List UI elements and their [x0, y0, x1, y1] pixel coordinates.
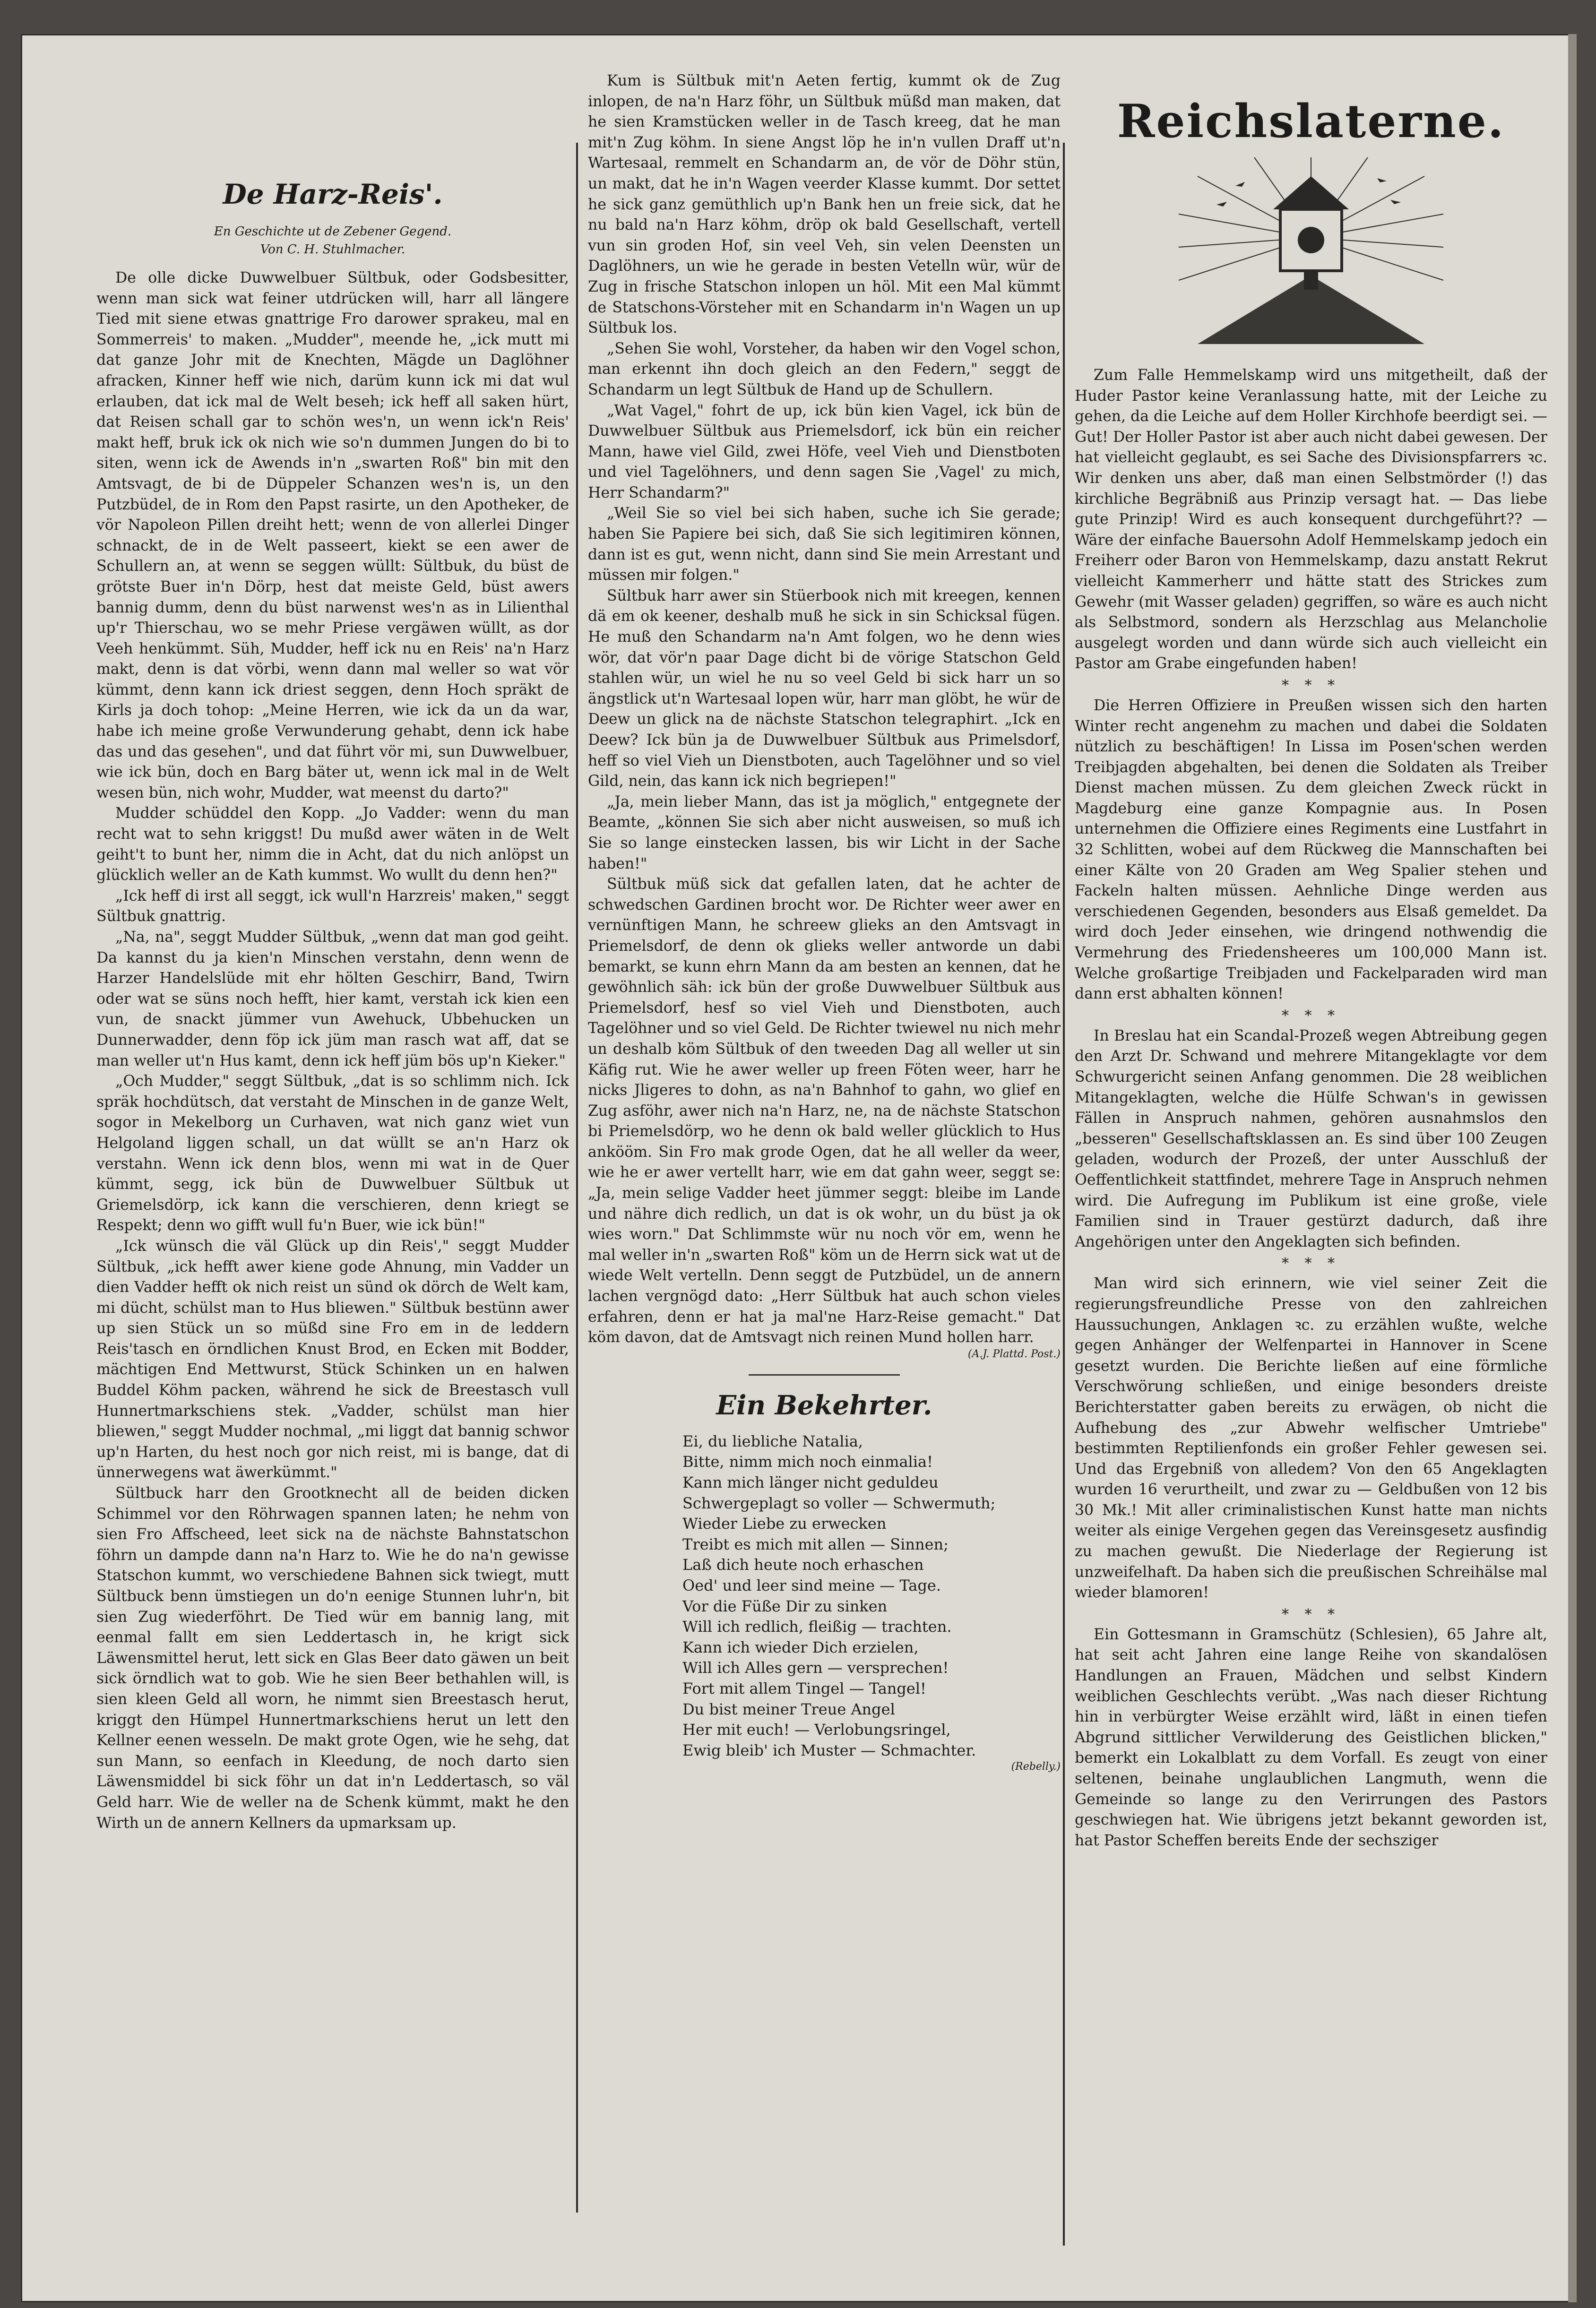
paragraph: Kum is Sültbuk mit'n Aeten fertig, kummt ok de Zug inlopen, de na'n Harz föhr, un Sültbuk müßd man maken, dat he sien Kramstücken weller in de Tasch kreeg, dat he man mit'n Zug köhm. In siene Angst löp he in'n vullen Draff ut'n Wartesaal, remmelt en Schandarm an, de vör de Döhr stün, un makt, dat he in'n Wagen veerder Klasse kummt. Dor settet he sick ganz gemüthlich up'n Bank hen un freie sick, dat he nu bald na'n Harz köhm, dröp ok bald Gesellschaft, vertell vun sin groden Hof, sin veel Veh, sin velen Deensten un Daglöhners, un wie he gerade in besten Vetelln wür, wür de Zug in frische Statschon inlopen un höl. Mit een Mal kümmt de Statschons-Vörsteher mit en Schandarm in'n Wagen un up Sültbuk los.: [588, 72, 1061, 337]
article-byline: Von C. H. Stuhlmacher.: [260, 242, 405, 257]
column-reichslaterne: [1075, 58, 1547, 1851]
poem-line: Oed' und leer sind meine — Tage.: [682, 1576, 941, 1594]
paragraph: Sültbuk harr awer sin Stüerbook nich mit kreegen, kennen dä em ok keener, deshalb muß he sick in sin Schicksal fügen. He muß den Schandarm na'n Amt folgen, wo he denn wies wör, dat vör'n paar Dage dicht bi de vörige Statschon Geld stahlen wür, un wiel he nu so veel Geld bi sick harr un so ängstlick ut'n Wartesaal lopen wür, harr man glöbt, he wür de Deew un glick na de nächste Statschon telegraphirt. „Ick en Deew? Ick bün ja de Duwwelbuer Sültbuk aus Primelsdorf, heff so viel Vieh un Dienstboten, auch Tagelöhner und so viel Gild, nein, das kann ick nich begriepen!": [588, 587, 1061, 790]
poem-line: Will ich Alles gern — versprechen!: [682, 1659, 949, 1677]
poem-line: Laß dich heute noch erhaschen: [682, 1556, 924, 1574]
paragraph: Ein Gottesmann in Gramschütz (Schlesien), 65 Jahre alt, hat seit acht Jahren eine lange Reihe von skandalösen Handlungen an Frauen, Mädchen und selbst Kindern weiblichen Geschlechts verübt. „Was nach dieser Richtung hin in verbürgter Weise erzählt wird, läßt in einen tiefen Abgrund sittlicher Verwilderung des Geistlichen blicken," bemerkt ein Lokalblatt zu dem Vorfall. Es zeugt von einer seltenen, beinahe unglaublichen Langmuth, wenn die Gemeinde so lange zu den Verirrungen des Pastors geschwiegen hat. Wie übrigens jetzt bekannt geworden ist, hat Pastor Scheffen bereits Ende der sechsziger: [1075, 1626, 1547, 1849]
poem-line: Ewig bleib' ich Muster — Schmachter.: [682, 1741, 976, 1759]
column-rule-left: [576, 143, 578, 2213]
paragraph: Die Herren Offiziere in Preußen wissen sich den harten Winter recht angenehm zu machen und dabei die Soldaten nützlich zu beschäftigen! In Lissa im Posen'schen werden Treibjagden abgehalten, bei denen die Soldaten als Treiber Dienst machen müssen. Zu dem gleichen Zweck rückt in Magdeburg eine ganze Kompagnie aus. In Posen unternehmen die Offiziere eines Regiments eine Lustfahrt in 32 Schlitten, wobei auf dem Rückweg die Mannschaften bei einer Kälte von 20 Graden am Weg Spalier stehen und Fackeln halten müssen. Aehnliche Dinge werden aus verschiedenen Gegenden, besonders aus Elsaß gemeldet. Da wird doch Jeder einsehen, wie dringend nothwendig die Vermehrung des Friedensheeres um 100,000 Mann ist. Welche großartige Treibjaden und Fackelparaden wird man dann erst abhalten können!: [1075, 697, 1547, 1003]
poem-line: Her mit euch! — Verlobungsringel,: [682, 1721, 951, 1739]
paragraph: Sültbuck harr den Grootknecht all de beiden dicken Schimmel vor den Röhrwagen spannen laten; he nehm von sien Fro Affscheed, leet sick na de nächste Bahnstatschon föhrn un dampde dann na'n Harz to. Wie he do na'n gewisse Statschon kummt, wo verschiedene Bahnen sick twiegt, mutt Sültbuck benn ümstiegen un do'n eenige Stunnen luhr'n, bit sien Zug wiederföhrt. De Tied wür em bannig lang, mit eenmal fallt em sien Leddertasch in, he krigt sick Läwensmittel herut, lett sick en Glas Beer dato gäwen un beit sick örndlich wat to gob. Wie he sien Beer bethahlen will, is sien kleen Geld all worn, he nimmt sien Breestasch herut, kriggt den Hümpel Hunnertmarkschiens herut un lett den Kellner eenen wesseln. De makt grote Ogen, wie he sehg, dat sun Mann, so eenfach in Kleedung, de noch darto sien Läwensmiddel bi sick föhr un dat in'n Leddertasch, so väl Geld harr. Wie de weller na de Schenk kümmt, makt he den Wirth un de annern Kellners da upmarksam up.: [96, 1485, 569, 1832]
page-edge: [1568, 34, 1577, 2302]
poem-line: Treibt es mich mit allen — Sinnen;: [682, 1535, 949, 1553]
paragraph: Sültbuk müß sick dat gefallen laten, dat he achter de schwedschen Gardinen brocht wor. De Richter weer awer en vernünftigen Mann, he schreew glieks an den Amtsvagt in Priemelsdorf, de denn ok glieks weller antworde un dabi bemarkt, se kunn ehrn Mann da am besten an kennen, dat he gewöhnlich säh: ick bün der große Duwwelbuer Sültbuk aus Priemelsdorf, hesf so viel Vieh und Dienstboten, auch Tagelöhner und so viel Geld. De Richter twiewel nu nich mehr un deshalb köm Sültbuk of den tweeden Dag all weller ut sin Käfig rut. Wie he awer weller up freen Föten weer, harr he nicks Jligeres to dohn, as na'n Bahnhof to gahn, wo glief en Zug asföhr, awer nich na'n Harz, ne, na de nächste Statschon bi Priemelsdörp, wo he denn ok bald weller glücklich to Hus ankööm. Sin Fro mak grode Ogen, dat he all weller da weer, wie he er awer vertellt harr, wie em dat gahn weer, seggt se: „Ja, mein selige Vadder heet jümmer seggt: bleibe im Lande und nähre dich redlich, un dat is ok wohr, un du büst ja ok wies worn." Dat Schlimmste wür nu noch vör em, wenn he mal weller in'n „swarten Roß" köm un de Herrn sick wat ut de wiede Welt vertelln. Denn seggt de Putzbüdel, un de annern lachen vergnögd dato: „Herr Sültbuk hat auch schon vieles erfahren, denn er hat ja mal'ne Harz-Reise gemacht." Dat köm davon, dat de Amtsvagt nich reinen Mund hollen harr.: [588, 876, 1061, 1346]
poem-line: Du bist meiner Treue Angel: [682, 1700, 895, 1718]
paragraph: „Ick heff di irst all seggt, ick wull'n Harzreis' maken," seggt Sültbuk gnattrig.: [96, 887, 569, 925]
separator: * * *: [1281, 1255, 1341, 1272]
poem-line: Schwergeplagt so voller — Schwermuth;: [682, 1494, 996, 1512]
paragraph: „Weil Sie so viel bei sich haben, suche ich Sie gerade; haben Sie Papiere bei sich, daß Sie sich legitimiren können, dann ist es gut, wenn nicht, dann sind Sie mein Arrestant und müssen mir folgen.": [588, 505, 1061, 584]
poem-line: Kann ich wieder Dich erzielen,: [682, 1638, 919, 1656]
poem-line: Wieder Liebe zu erwecken: [682, 1515, 887, 1533]
column-harz-reis: [96, 145, 569, 1834]
paragraph: „Sehen Sie wohl, Vorsteher, da haben wir den Vogel schon, man erkennt ihn doch gleich an den Federn," seggt de Schandarm un legt Sültbuk de Hand up de Schullern.: [588, 340, 1061, 398]
poem-source: (Rebelly.): [1011, 1761, 1061, 1773]
lantern-illustration-icon: [1179, 157, 1443, 346]
newspaper-page: [21, 34, 1577, 2302]
separator: * * *: [1281, 1606, 1341, 1623]
section-masthead: Reichslaterne.: [1117, 95, 1505, 148]
poem-title: Ein Bekehrter.: [716, 1389, 932, 1421]
paragraph: De olle dicke Duwwelbuer Sültbuk, oder Godsbesitter, wenn man sick wat feiner utdrücken will, harr all längere Tied mit siene etwas gnattrige Fro darower sprakeu, mal en Sommerreis' to maken. „Mudder", meende he, „ick mutt mi dat ganze Johr mit de Knechten, Mägde un Daglöhner afracken, Kinner heff wie nich, darüm kunn ick mi dat wul erlauben, dat ick mal de Welt beseh; ick heff all saken hürt, dat Reisen schall gar to schön wes'n, un wenn ick'n Reis' makt heff, bruk ick ok nich wie so'n dummen Jungen do bi to siten, wenn ick de Awends in'n „swarten Roß" bin mit den Amtsvagt, de bi de Düppeler Schanzen wes'n is, un den Putzbüdel, de in Rom den Papst rasirte, un den Apotheker, de vör Napoleon Pillen dreiht hett; wenn de von allerlei Dinger schnackt, de in de Welt passeert, kiekt se een awer de Schullern an, at wenn se seggen wüllt: Sültbuk, du büst de grötste Buer in'n Dörp, hest dat meiste Geld, büst awers bannig dumm, denn du büst narwenst wes'n as in Lilienthal up'r Thierschau, wo se mehr Priese vergäwen wüllt, as dor Veeh henkümmt. Süh, Mudder, heff ick nu en Reis' na'n Harz makt, denn is dat vörbi, wenn dann mal weller so wat vör kümmt, denn kann ick driest seggen, denn Hoch spräkt de Kirls ja doch tohop: „Meine Herren, wie ick da un da war, habe ich meine große Verwunderung gehabt, denn ick habe das und das gesehen", und dat führt vör mi, sun Duwwelbuer, wie ick bün, doch en Barg bäter ut, wenn ick mal in de Welt wesen bün, nich wohr, Mudder, wat meenst du darto?": [96, 269, 569, 801]
article-title: De Harz-Reis'.: [223, 178, 443, 210]
paragraph: „Och Mudder," seggt Sültbuk, „dat is so schlimm nich. Ick spräk hochdütsch, dat verstaht de Minschen in de ganze Welt, sogor in Mekelborg un Curhaven, wat nich ganz wiet vun Helgoland liggen schall, un dat wüllt se an'n Harz ok verstahn. Wenn ick denn blos, wenn mi wat in de Quer kümmt, segg, ick bün de Duwwelbuer Sültbuk ut Griemelsdörp, ick kann die verschieren, denn kriegt se Respekt; denn wo gifft wull fu'n Buer, wie ick bün!": [96, 1073, 569, 1234]
paragraph: „Na, na", seggt Mudder Sültbuk, „wenn dat man god geiht. Da kannst du ja kien'n Minschen verstahn, denn wenn de Harzer Handelslüde mit ehr hölten Geschirr, Band, Twirn oder wat se süns noch hefft, hier kamt, verstah ick kien een vun, de snackt jümmer vun Awehuck, Ubbehucken un Dunnerwadder, denn föp ick jüm man rasch wat aff, dat se man weller ut'n Hus kamt, denn ick heff jüm bös up'n Kieker.": [96, 929, 569, 1069]
poem-line: Will ich redlich, fleißig — trachten.: [682, 1618, 952, 1636]
paragraph: In Breslau hat ein Scandal-Prozeß wegen Abtreibung gegen den Arzt Dr. Schwand und mehrere Mitangeklagte vor dem Schwurgericht seinen Anfang genommen. Die 28 weiblichen Mitangeklagten, welche die Hülfe Schwan's in gewissen Fällen in Anspruch nahmen, gehören ausnahmslos den „besseren" Gesellschaftsklassen an. Es sind über 100 Zeugen geladen, wodurch der Prozeß, der unter Ausschluß der Oeffentlichkeit stattfindet, mehrere Tage in Anspruch nehmen wird. Die Aufregung im Publikum ist eine große, viele Familien sind in Trauer gestürzt dadurch, daß ihre Angehörigen unter den Angeklagten sich befinden.: [1075, 1027, 1547, 1250]
poem-line: Kann mich länger nicht geduldeu: [682, 1473, 939, 1491]
paragraph: „Ick wünsch die väl Glück up din Reis'," seggt Mudder Sültbuk, „ick hefft awer kiene gode Ahnung, min Vadder un dien Vadder hefft ok nich reist un sünd ok dörch de Welt kam, mi dücht, schülst man to Hus bliewen." Sültbuk bestünn awer up sien Stück un so müßd sine Fro em in de leddern Reis'tasch en örndlichen Knust Brod, en Ecken mit Bodder, mächtigen End Mettwurst, Stück Schinken un en halwen Buddel Köhm packen, während he sick de Breestasch vull Hunnertmarkschiens stek. „Vadder, schülst man hier bliewen," seggt Mudder nochmal, „mi liggt dat bannig schwor up'n Harten, du hest noch gor nich reist, mi is bange, dat di ünnerwegens wat äwerkümmt.": [96, 1237, 569, 1481]
paragraph: Man wird sich erinnern, wie viel seiner Zeit die regierungsfreundliche Presse von den zahlreichen Haussuchungen, Anklagen ꝛc. zu erzählen wußte, welche gegen Anhänger der Welfenpartei in Hannover in Scene gesetzt wurden. Die Berichte ließen auf eine förmliche Verschwörung schließen, und einige besonders dreiste Berichterstatter gaben bereits zu erwägen, ob nicht die Aufhebung des „zur Abwehr welfischer Umtriebe" bestimmten Reptilienfonds ein großer Fehler gewesen sei. Und das Ergebniß von alledem? Von den 65 Angeklagten wurden 16 verurtheilt, und zwar zu — Geldbußen von 12 bis 30 Mk.! Mit aller criminalistischen Kunst hatte man nichts weiter als einige Vergehen gegen das Vereinsgesetz ausfindig zu machen gewußt. Die Niederlage der Regierung ist unzweifelhaft. Da haben sich die preußischen Schreihälse mal wieder blamoren!: [1075, 1275, 1547, 1602]
poem-line: Ei, du liebliche Natalia,: [682, 1432, 863, 1450]
poem-line: Bitte, nimm mich noch einmalia!: [682, 1453, 933, 1471]
column-continuation: [588, 71, 1061, 1773]
paragraph: Zum Falle Hemmelskamp wird uns mitgetheilt, daß der Huder Pastor keine Veranlassung hatte, mit der Leiche zu gehen, da die Leiche auf dem Holler Kirchhofe beerdigt sei. — Gut! Der Holler Pastor ist aber auch nicht dabei gewesen. Der hat vielleicht geglaubt, es sei Sache des Divisionspfarrers ꝛc. Wir denken uns aber, daß man einen Selbstmörder (!) das kirchliche Begräbniß aus Prinzip versagt hat. — Das liebe gute Prinzip! Wird es auch konsequent durchgeführt?? — Wäre der einfache Bauersohn Adolf Hemmelskamp jedoch ein Freiherr oder Baron von Hemmelskamp, dazu anstatt Rekrut vielleicht Kammerherr und hätte statt des Strickes zum Gewehr (mit Wasser geladen) gegriffen, so wäre es auch nicht als Selbstmord, sondern als Herzschlag aus Melancholie ausgelegt worden und dann würde sich auch vielleicht ein Pastor am Grabe eingefunden haben!: [1075, 367, 1547, 672]
divider: [749, 1374, 900, 1376]
paragraph: „Ja, mein lieber Mann, das ist ja möglich," entgegnete der Beamte, „können Sie sich aber nicht ausweisen, so muß ich Sie so lange einstecken lassen, bis wir Licht in der Sache haben!": [588, 793, 1061, 872]
source-note: (A.J. Plattd. Post.): [967, 1348, 1061, 1360]
paragraph: „Wat Vagel," fohrt de up, ick bün kien Vagel, ick bün de Duwwelbuer Sültbuk aus Priemelsdorf, ick bün ein reicher Mann, hawe viel Gild, zwei Höfe, veel Vieh und Dienstboten und viel Tagelöhners, und denn sagen Sie ‚Vagel' zu mich, Herr Schandarm?": [588, 402, 1061, 501]
article-subtitle: En Geschichte ut de Zebener Gegend.: [214, 224, 452, 239]
poem: [588, 1431, 1061, 1761]
poem-line: Vor die Füße Dir zu sinken: [682, 1597, 888, 1615]
paragraph: Mudder schüddel den Kopp. „Jo Vadder: wenn du man recht wat to sehn kriggst! Du mußd awer wäten in de Welt geiht't to bunt her, nimm die in Acht, dat du nich anlöpst un glücklich weller an de Kath kummst. Wo wullt du denn hen?": [96, 805, 569, 884]
separator: * * *: [1281, 1007, 1341, 1024]
separator: * * *: [1281, 677, 1341, 694]
poem-line: Fort mit allem Tingel — Tangel!: [682, 1679, 926, 1697]
column-rule-right: [1063, 143, 1065, 2246]
